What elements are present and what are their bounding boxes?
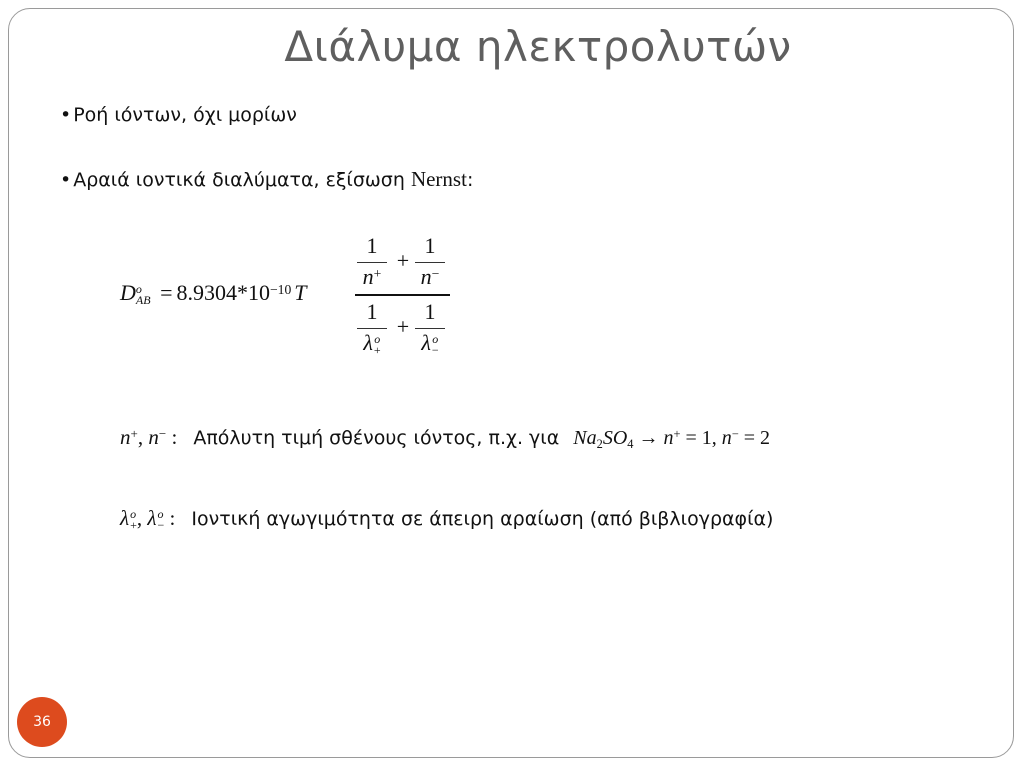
fraction-bar xyxy=(355,294,450,296)
fraction-numerator: 1 n+ + 1 n− xyxy=(355,233,450,293)
equals-sign: = xyxy=(160,280,173,305)
slide-title: Διάλυμα ηλεκτρολυτών xyxy=(284,22,792,71)
fraction-denominator: 1 λ o + + 1 λ o − xyxy=(355,299,450,359)
constant-value: 8.9304 xyxy=(176,280,237,305)
conductivity-description: Ιοντική αγωγιμότητα σε άπειρη αραίωση (από βιβλιογραφία) xyxy=(191,508,774,530)
valence-description: Απόλυτη τιμή σθένους ιόντος, π.χ. για xyxy=(193,427,560,449)
bullet-marker: • xyxy=(60,169,72,191)
bullet-text: Ροή ιόντων, όχι μορίων xyxy=(73,104,297,126)
bullet-dilute-solutions xyxy=(60,167,473,192)
definition-valence xyxy=(120,425,770,450)
definition-ionic-conductivity xyxy=(120,506,773,531)
plus-sign: + xyxy=(396,248,410,273)
nernst-label: Nernst xyxy=(410,167,467,191)
bullet-ion-flow xyxy=(60,104,297,126)
temperature-symbol: T xyxy=(294,280,307,305)
times-sign: * xyxy=(236,280,248,305)
arrow-icon: → xyxy=(633,427,664,449)
diffusion-symbol: D xyxy=(120,280,136,305)
bullet-colon: : xyxy=(466,169,474,191)
page-number-badge: 36 xyxy=(17,697,67,747)
power-base: 10 xyxy=(247,280,270,305)
diffusion-indices: o AB xyxy=(135,281,151,307)
valence-symbol: n+, n− : xyxy=(120,425,178,449)
bullet-marker: • xyxy=(60,104,72,126)
plus-sign: + xyxy=(396,314,410,339)
bullet-text: Αραιά ιοντικά διαλύματα, εξίσωση xyxy=(73,169,411,191)
sodium-sulfate-example: $Na_2SO_4 \to n^+ = 1$, n− = 2 xyxy=(573,427,771,451)
conductivity-symbol: λ o + , λ o − : xyxy=(120,506,176,533)
power-exponent: −10 xyxy=(269,281,292,297)
formula-lhs xyxy=(120,280,307,306)
